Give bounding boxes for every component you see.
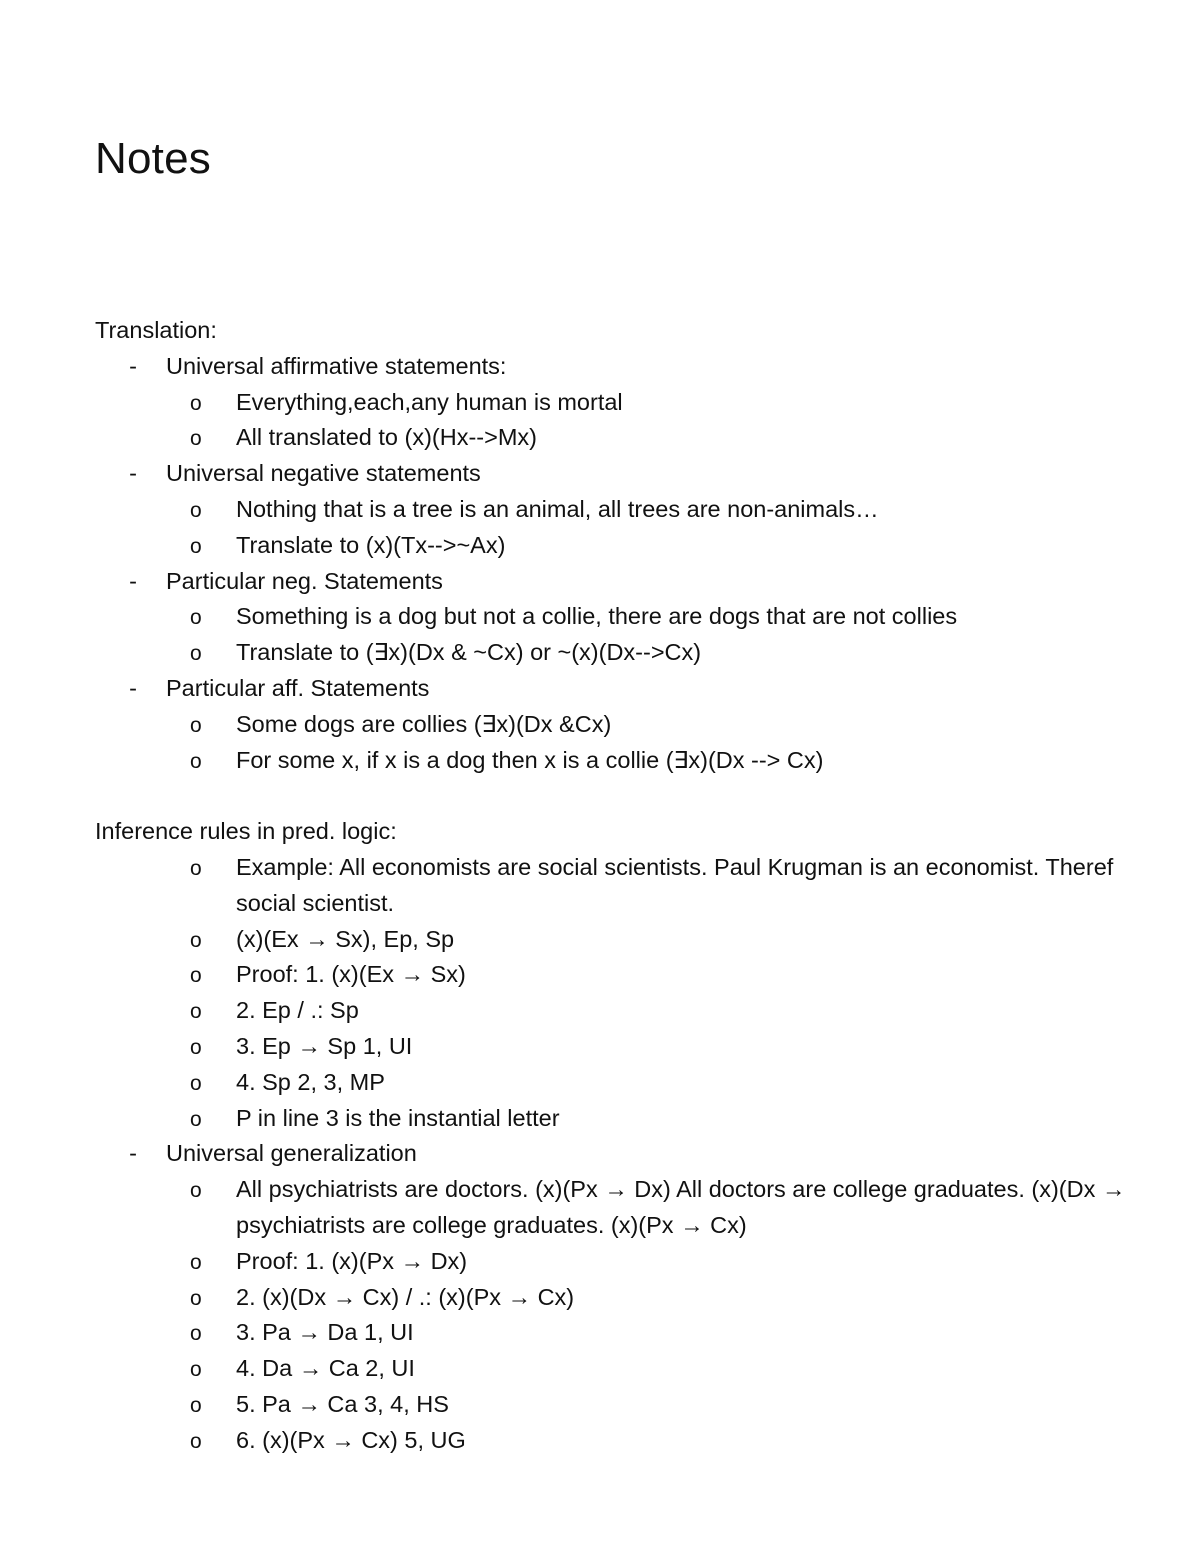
- list-item-label: Particular aff. Statements: [166, 674, 430, 701]
- list-item-label: Particular neg. Statements: [166, 567, 443, 594]
- sub-list-item-text: 6. (x)(Px → Cx) 5, UG: [236, 1426, 466, 1453]
- sub-list-item-text: Example: All economists are social scientists. Paul Krugman is an economist. Theref: [236, 853, 1114, 880]
- blank-line: [0, 778, 1200, 814]
- circle-bullet: o: [190, 1429, 202, 1453]
- circle-bullet: o: [190, 749, 202, 773]
- circle-bullet: o: [190, 1393, 202, 1417]
- sub-list-item: [0, 492, 1200, 528]
- circle-bullet: o: [190, 1071, 202, 1095]
- dash-bullet: -: [129, 567, 137, 594]
- sub-list-item-text: 2. (x)(Dx → Cx) / .: (x)(Px → Cx): [236, 1283, 575, 1310]
- sub-list-item: [0, 1029, 1200, 1065]
- sub-list-item-continuation: [0, 886, 1200, 922]
- circle-bullet: o: [190, 1107, 202, 1131]
- sub-list-item-text: For some x, if x is a dog then x is a collie (∃x)(Dx --> Cx): [236, 746, 824, 773]
- circle-bullet: o: [190, 928, 202, 952]
- sub-list-item: [0, 385, 1200, 421]
- sub-list-item: [0, 922, 1200, 958]
- sub-list-item: [0, 635, 1200, 671]
- circle-bullet: o: [190, 534, 202, 558]
- sub-list-item: [0, 850, 1200, 886]
- sub-list-item-text: social scientist.: [236, 889, 395, 916]
- sub-list-item-text: Some dogs are collies (∃x)(Dx &Cx): [236, 710, 612, 737]
- list-item-particular-negative: [0, 564, 1200, 600]
- circle-bullet: o: [190, 427, 202, 451]
- list-item-universal-affirmative: [0, 349, 1200, 385]
- sub-list-item-text: 4. Da → Ca 2, UI: [236, 1355, 415, 1382]
- circle-bullet: o: [190, 1035, 202, 1059]
- sub-list-item: [0, 1101, 1200, 1137]
- sub-list-item: [0, 707, 1200, 743]
- sub-list-item-continuation: [0, 1208, 1200, 1244]
- circle-bullet: o: [190, 1286, 202, 1310]
- section-heading-inference: Inference rules in pred. logic:: [95, 818, 397, 845]
- notes-body: [0, 313, 1200, 1453]
- sub-list-item-text: psychiatrists are college graduates. (x)(Px → Cx): [236, 1211, 747, 1238]
- section-heading-translation: Translation:: [95, 317, 217, 343]
- dash-bullet: -: [129, 460, 137, 487]
- sub-list-item: [0, 1172, 1200, 1208]
- sub-list-item: [0, 743, 1200, 779]
- sub-list-item-text: Proof: 1. (x)(Px → Dx): [236, 1247, 468, 1274]
- circle-bullet: o: [190, 713, 202, 737]
- list-item-label: Universal negative statements: [166, 460, 481, 487]
- sub-list-item-text: Nothing that is a tree is an animal, all trees are non-animals…: [236, 495, 879, 522]
- sub-list-item: [0, 1351, 1200, 1387]
- sub-list-item-text: All psychiatrists are doctors. (x)(Px → Dx) All doctors are college graduates. (x)(Dx →: [236, 1176, 1126, 1203]
- sub-list-item-text: All translated to (x)(Hx-->Mx): [236, 424, 537, 451]
- circle-bullet: o: [190, 1250, 202, 1274]
- sub-list-item-text: Proof: 1. (x)(Ex → Sx): [236, 961, 466, 988]
- sub-list-item: [0, 420, 1200, 456]
- circle-bullet: o: [190, 606, 202, 630]
- circle-bullet: o: [190, 1000, 202, 1024]
- dash-bullet: -: [129, 1140, 137, 1167]
- sub-list-item-text: 2. Ep / .: Sp: [236, 997, 359, 1024]
- sub-list-item: [0, 1315, 1200, 1351]
- sub-list-item: [0, 528, 1200, 564]
- circle-bullet: o: [190, 1358, 202, 1382]
- sub-list-item-text: 3. Ep → Sp 1, UI: [236, 1032, 413, 1059]
- sub-list-item: [0, 1387, 1200, 1423]
- sub-list-item: [0, 599, 1200, 635]
- sub-list-item: [0, 1423, 1200, 1459]
- sub-list-item: [0, 1280, 1200, 1316]
- page-title: Notes: [95, 134, 211, 183]
- circle-bullet: o: [190, 856, 202, 880]
- dash-bullet: -: [129, 674, 137, 701]
- sub-list-item-text: Translate to (x)(Tx-->~Ax): [236, 531, 506, 558]
- sub-list-item-text: Something is a dog but not a collie, there are dogs that are not collies: [236, 603, 958, 630]
- sub-list-item: [0, 1065, 1200, 1101]
- circle-bullet: o: [190, 391, 202, 415]
- sub-list-item-text: 3. Pa → Da 1, UI: [236, 1319, 414, 1346]
- list-item-particular-affirmative: [0, 671, 1200, 707]
- sub-list-item-text: P in line 3 is the instantial letter: [236, 1104, 560, 1131]
- dash-bullet: -: [129, 352, 137, 379]
- circle-bullet: o: [190, 498, 202, 522]
- sub-list-item: [0, 993, 1200, 1029]
- circle-bullet: o: [190, 1322, 202, 1346]
- sub-list-item-text: (x)(Ex → Sx), Ep, Sp: [236, 925, 455, 952]
- circle-bullet: o: [190, 964, 202, 988]
- list-item-label: Universal affirmative statements:: [166, 352, 507, 379]
- sub-list-item-text: Everything,each,any human is mortal: [236, 388, 623, 415]
- circle-bullet: o: [190, 642, 202, 666]
- circle-bullet: o: [190, 1179, 202, 1203]
- sub-list-item: [0, 957, 1200, 993]
- sub-list-item-text: 4. Sp 2, 3, MP: [236, 1068, 385, 1095]
- list-item-universal-generalization: [0, 1136, 1200, 1172]
- sub-list-item-text: Translate to (∃x)(Dx & ~Cx) or ~(x)(Dx-->Cx): [236, 639, 702, 666]
- list-item-universal-negative: [0, 456, 1200, 492]
- list-item-label: Universal generalization: [166, 1140, 417, 1167]
- sub-list-item: [0, 1244, 1200, 1280]
- sub-list-item-text: 5. Pa → Ca 3, 4, HS: [236, 1390, 449, 1417]
